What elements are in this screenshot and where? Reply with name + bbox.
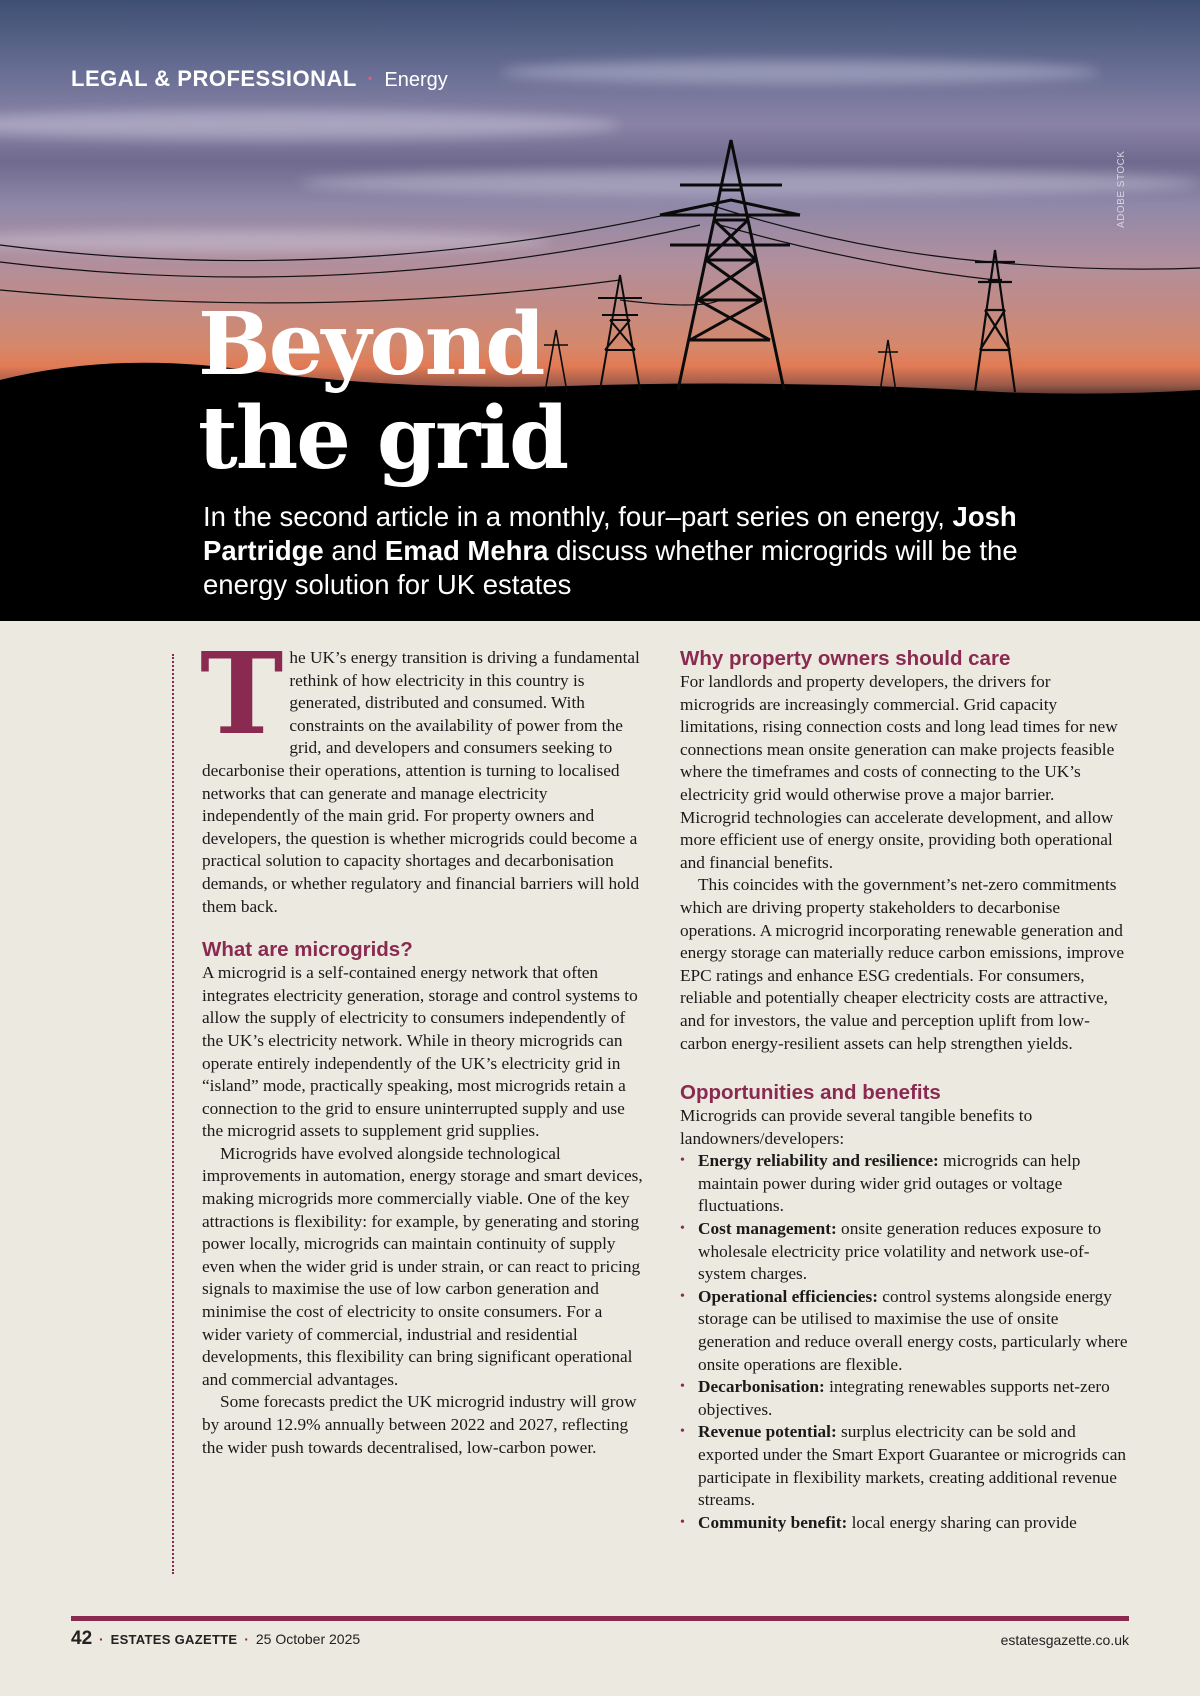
intro-text: he UK’s energy transition is driving a fundamental rethink of how electricity in this country is generated, distributed and consumed. With constraints on the availability of power from the grid, and developers and consumers seeking to decarbonise their operations, attention is turning to localised networks that can generate and manage electricity independently of the main grid. For property owners and developers, the question is whether microgrids could become a practical solution to capacity shortages and decarbonisation demands, or whether regulatory and financial barriers will hold them back. (202, 648, 640, 916)
hero-image (0, 0, 1200, 621)
list-item-term: Revenue potential: (698, 1422, 837, 1442)
list-item-term: Community benefit: (698, 1512, 848, 1532)
heading-opportunities-and-benefits: Opportunities and benefits (680, 1081, 941, 1105)
body-paragraph: Some forecasts predict the UK microgrid industry will grow by around 12.9% annually between 2022 and 2027, reflecting the wider push towards decentralised, low-carbon power. (202, 1392, 637, 1457)
website-link[interactable]: estatesgazette.co.uk (1000, 1632, 1129, 1648)
title-line-2: the grid (198, 388, 568, 489)
list-item (680, 1286, 1128, 1376)
author-name: Josh Partridge (203, 501, 1017, 566)
issue-date: 25 October 2025 (255, 1631, 361, 1647)
body-paragraph: This coincides with the government’s net-zero commitments which are driving property stakeholders to decarbonise operations. A microgrid incorporating renewable generation and energy storage can materially reduce carbon emissions, improve EPC ratings and enhance ESG credentials. For consumers, reliable and potentially cheaper electricity costs are attractive, and for investors, the value and perception uplift from low-carbon energy-resilient assets can help strengthen yields. (680, 875, 1125, 1053)
section-separator: · (366, 66, 375, 91)
page-number: 42 (71, 1628, 93, 1649)
photo-credit: ADOBE STOCK (1116, 150, 1127, 228)
body-paragraph: A microgrid is a self-contained energy network that often integrates electricity generation, storage and control systems to allow the supply of electricity to consumers independently of the UK’s electricity network. While in theory microgrids can operate entirely independently of the UK’s electricity grid in “island” mode, practically speaking, most microgrids retain a connection to the grid to ensure uninterrupted supply and use the microgrid assets to supplement grid supplies. (202, 963, 638, 1141)
list-item-text: onsite generation reduces exposure to wholesale electricity price volatility and network use-of-system charges. (698, 1219, 1102, 1284)
heading-why-property-owners-should-care: Why property owners should care (680, 647, 1011, 670)
list-item (680, 1218, 1128, 1286)
body-paragraph: Microgrids can provide several tangible benefits to landowners/developers: (680, 1106, 1033, 1148)
standfirst-rest: discuss whether microgrids will be the energy solution for UK estates (203, 535, 1018, 600)
publication-name: ESTATES GAZETTE (110, 1632, 238, 1647)
footer-rule (71, 1616, 1129, 1621)
benefits-list (680, 1150, 1128, 1534)
standfirst-intro: In the second article in a monthly, four–part series on energy, (203, 501, 945, 532)
page-footer (71, 1628, 1129, 1650)
body-paragraph: Microgrids have evolved alongside technological improvements in automation, energy storage and smart devices, making microgrids more commercially viable. One of the key attractions is flexibility: for example, by generating and storing power locally, microgrids can maintain continuity of supply even when the wider grid is under strain, or can react to pricing signals to maximise the use of low carbon generation and minimise the cost of electricity to onsite consumers. For a wider variety of commercial, industrial and residential developments, this flexibility can bring significant operational and commercial advantages. (202, 1143, 643, 1389)
standfirst (203, 500, 1103, 602)
article-column-right (680, 647, 1128, 1534)
list-item-text: surplus electricity can be sold and exported under the Smart Export Guarantee or microgrids can participate in flexibility markets, creating additional revenue streams. (698, 1422, 1127, 1510)
section-label (71, 66, 448, 92)
list-item-term: Energy reliability and resilience: (698, 1151, 939, 1171)
intro-paragraph (200, 629, 644, 918)
standfirst-and: and (331, 535, 378, 566)
subsection-name: Energy (384, 69, 448, 91)
column-rule (172, 654, 174, 1574)
list-item-term: Cost management: (698, 1219, 837, 1239)
list-item-text: microgrids can help maintain power during wider grid outages or voltage fluctuations. (698, 1151, 1081, 1216)
list-item-text: local energy sharing can provide (851, 1512, 1077, 1532)
footer-separator: · (244, 1631, 249, 1647)
list-item-term: Decarbonisation: (698, 1377, 825, 1397)
title-line-1: Beyond (198, 294, 544, 395)
article-column-left (200, 629, 644, 1459)
author-name: Emad Mehra (384, 535, 549, 566)
list-item-text: control systems alongside energy storage can be utilised to maximise the use of onsite generation and reduce overall energy costs, particularly where onsite operations are flexible. (698, 1286, 1128, 1374)
list-item-text: integrating renewables supports net-zero objectives. (698, 1377, 1110, 1419)
page-title (198, 294, 568, 489)
list-item (680, 1512, 1128, 1535)
heading-what-are-microgrids: What are microgrids? (202, 938, 413, 962)
list-item (680, 1421, 1128, 1511)
list-item-term: Operational efficiencies: (698, 1286, 878, 1306)
list-item (680, 1150, 1128, 1218)
section-name: LEGAL & PROFESSIONAL (71, 66, 357, 91)
list-item (680, 1376, 1128, 1421)
body-paragraph: For landlords and property developers, the drivers for microgrids are increasingly commercial. Grid capacity limitations, rising connection costs and long lead times for new connections mean onsite generation can make projects feasible where the timeframes and costs of connecting to the UK’s electricity grid would otherwise prove a major barrier. Microgrid technologies can accelerate development, and allow more efficient use of energy onsite, providing both operational and financial benefits. (680, 672, 1118, 872)
footer-separator: · (99, 1631, 104, 1647)
drop-cap: T (200, 629, 284, 760)
